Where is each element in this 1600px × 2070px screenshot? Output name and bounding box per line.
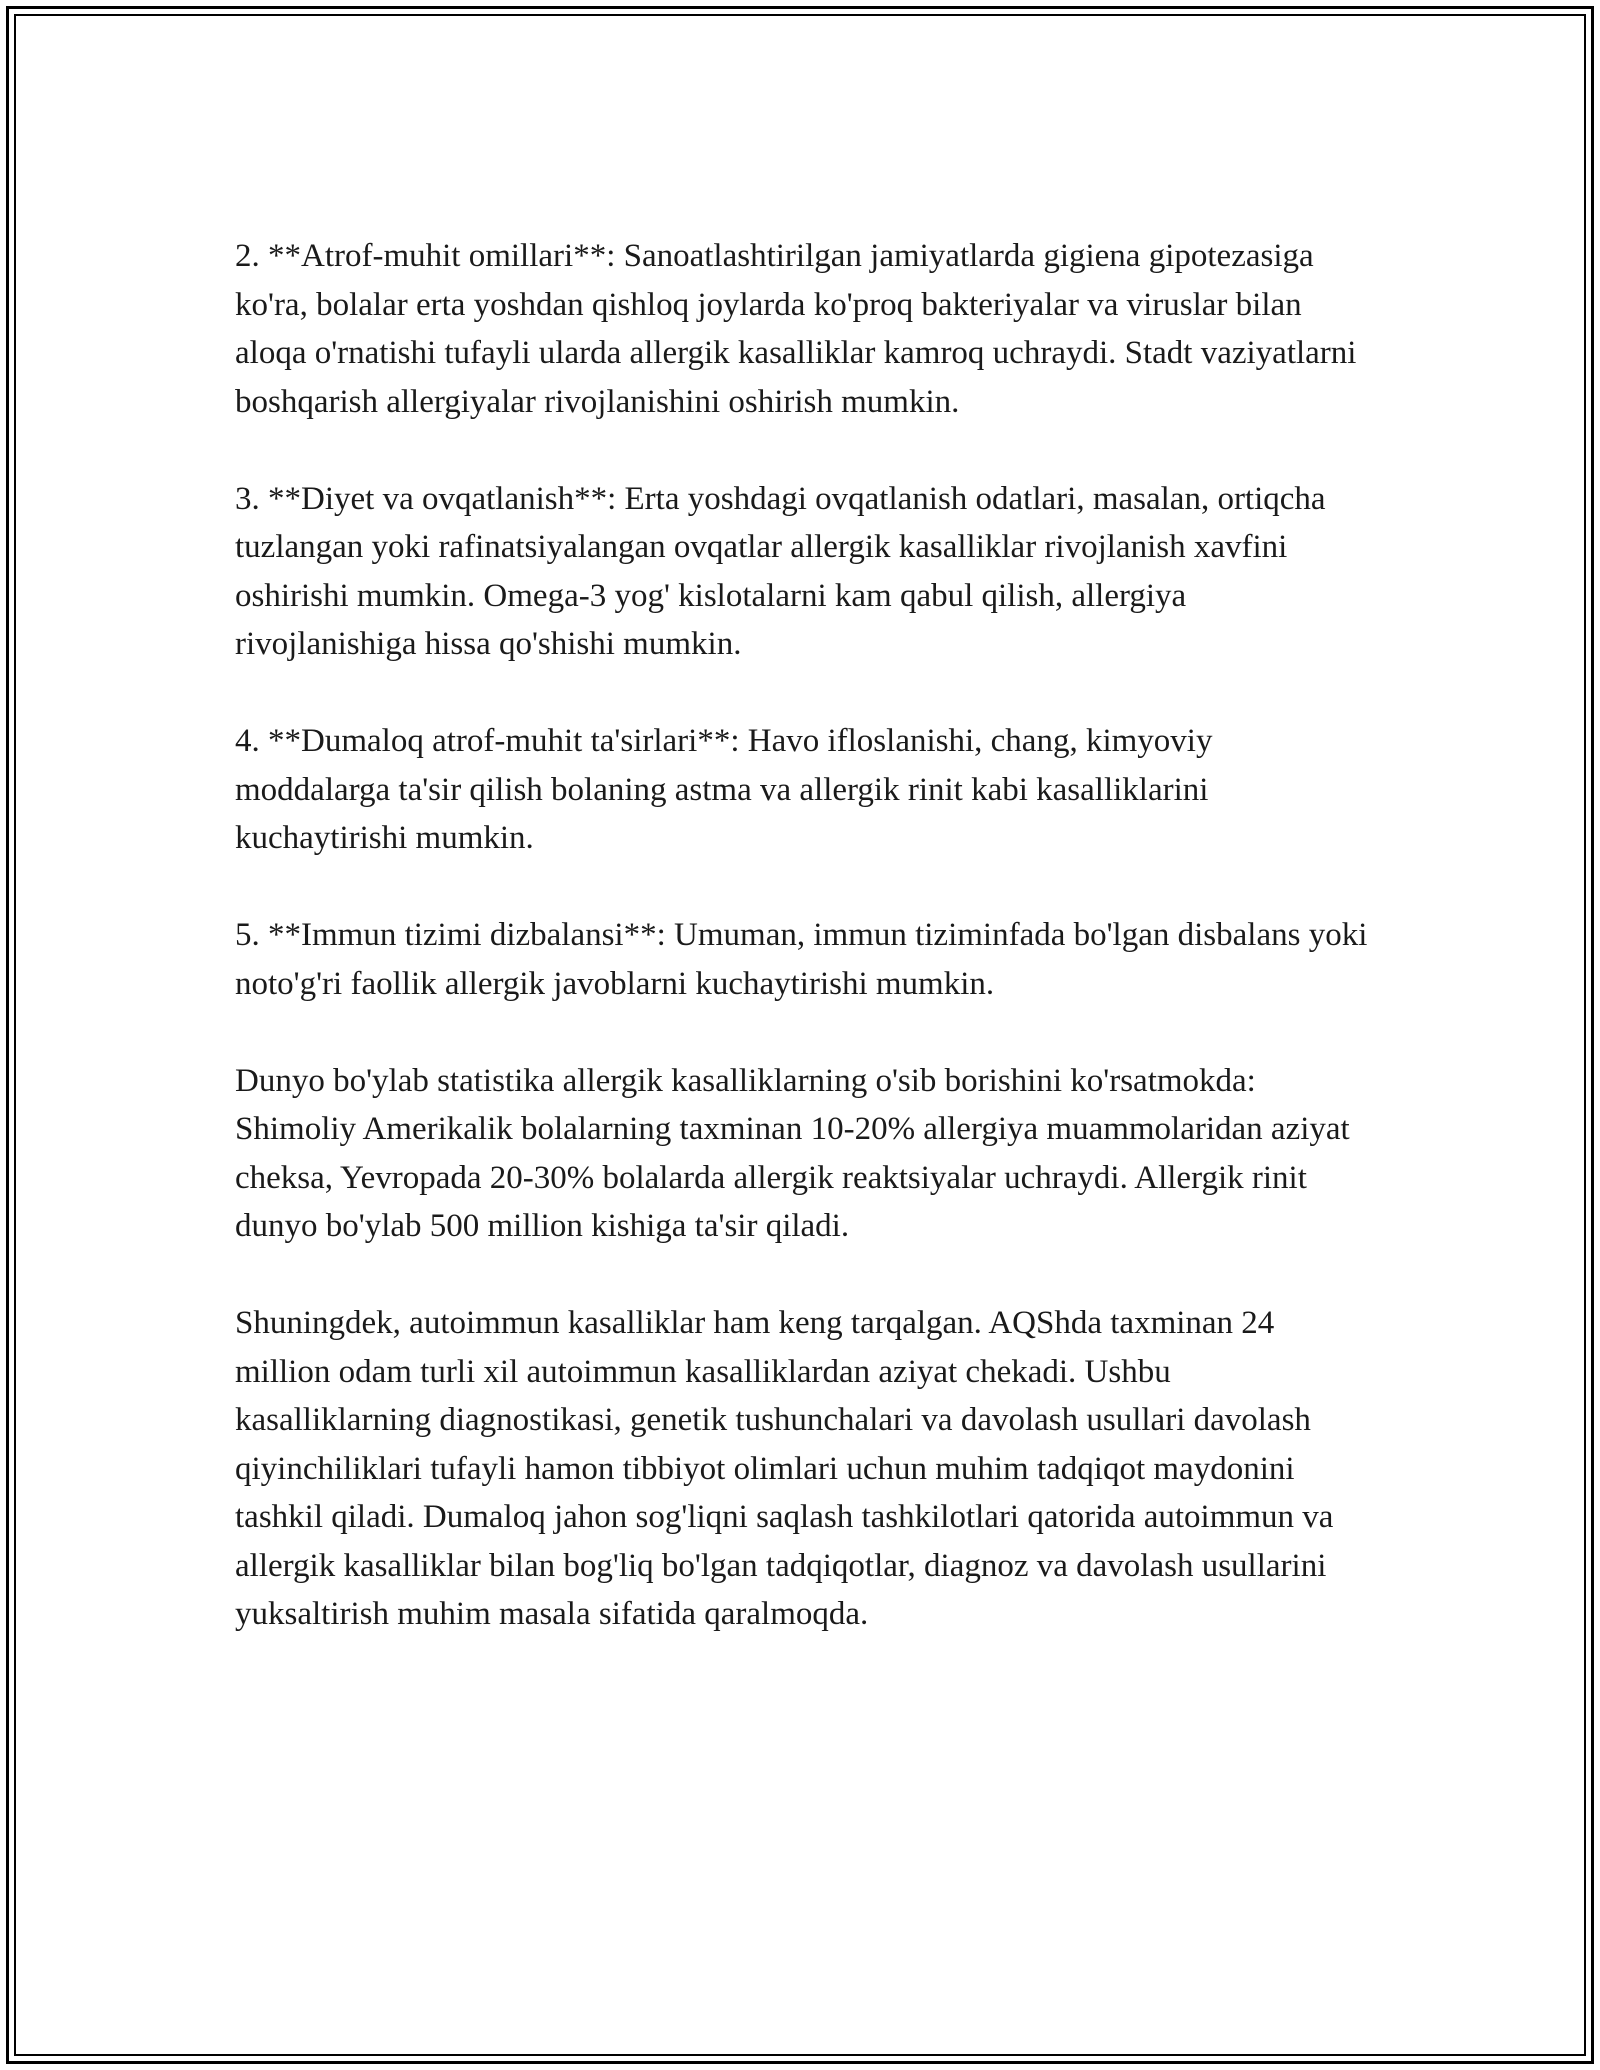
document-body [235, 232, 1375, 1687]
paragraph-statistika: Dunyo bo'ylab statistika allergik kasalliklarning o'sib borishini ko'rsatmokda: Shimoliy Amerikalik bolalarning taxminan 10-20% allergiya muammolaridan aziyat cheksa, Yevropada 20-30% bolalarda allergik reaktsiyalar uchraydi. Allergik rinit dunyo bo'ylab 500 million kishiga ta'sir qiladi. [235, 1062, 1350, 1244]
paragraph-immun-tizimi: 5. **Immun tizimi dizbalansi**: Umuman, immun tiziminfada bo'lgan disbalans yoki noto'g'ri faollik allergik javoblarni kuchaytirishi mumkin. [235, 917, 1368, 1002]
paragraph-diyet-va-ovqatlanish: 3. **Diyet va ovqatlanish**: Erta yoshdagi ovqatlanish odatlari, masalan, ortiqcha tuzlangan yoki rafinatsiyalangan ovqatlar allergik kasalliklar rivojlanish xavfini oshirishi mumkin. Omega-3 yog' kislotalarni kam qabul qilish, allergiya rivojlanishiga hissa qo'shishi mumkin. [235, 480, 1326, 662]
paragraph-autoimmun: Shuningdek, autoimmun kasalliklar ham keng tarqalgan. AQShda taxminan 24 million odam turli xil autoimmun kasalliklardan aziyat chekadi. Ushbu kasalliklarning diagnostikasi, genetik tushunchalari va davolash usullari davolash qiyinchiliklari tufayli hamon tibbiyot olimlari uchun muhim tadqiqot maydonini tashkil qiladi. Dumaloq jahon sog'liqni saqlash tashkilotlari qatorida autoimmun va allergik kasalliklar bilan bog'liq bo'lgan tadqiqotlar, diagnoz va davolash usullarini yuksaltirish muhim masala sifatida qaralmoqda. [235, 1305, 1334, 1632]
paragraph-dumaloq-atrof-muhit: 4. **Dumaloq atrof-muhit ta'sirlari**: Havo ifloslanishi, chang, kimyoviy moddalarga ta'sir qilish bolaning astma va allergik rinit kabi kasalliklarini kuchaytirishi mumkin. [235, 723, 1213, 856]
paragraph-atrof-muhit-omillari: 2. **Atrof-muhit omillari**: Sanoatlashtirilgan jamiyatlarda gigiena gipotezasiga ko'ra, bolalar erta yoshdan qishloq joylarda ko'proq bakteriyalar va viruslar bilan aloqa o'rnatishi tufayli ularda allergik kasalliklar kamroq uchraydi. Stadt vaziyatlarni boshqarish allergiyalar rivojlanishini oshirish mumkin. [235, 238, 1357, 420]
